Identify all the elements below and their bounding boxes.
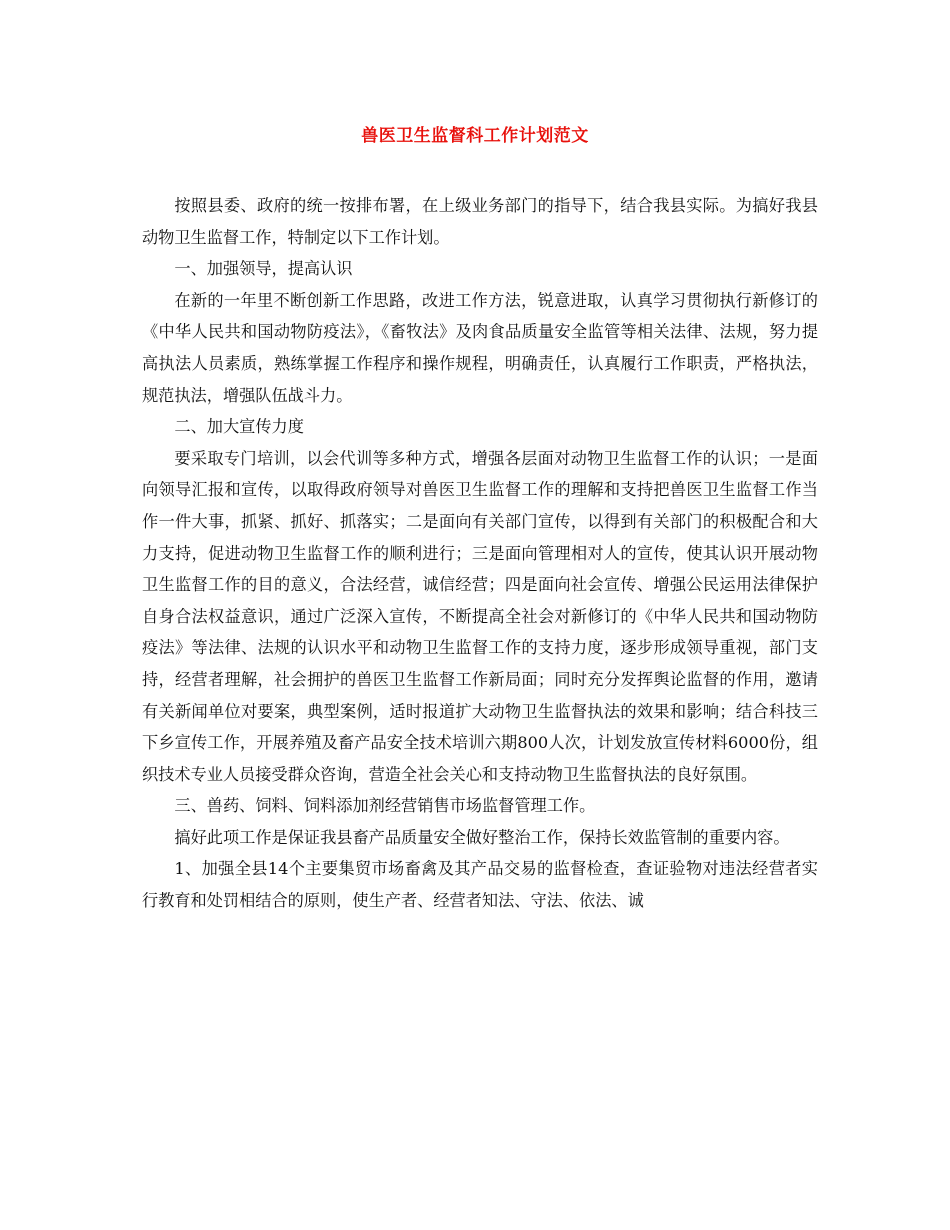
- paragraph-section-3: 搞好此项工作是保证我县畜产品质量安全做好整治工作，保持长效监管制的重要内容。: [174, 827, 790, 847]
- paragraph-section-2: 要采取专门培训，以会代训等多种方式，增强各层面对动物卫生监督工作的认识；一是面向领导汇报和宣传，以取得政府领导对兽医卫生监督工作的理解和支持把兽医卫生监督工作当作一件大事，抓紧、抓好、抓落实；二是面向有关部门宣传，以得到有关部门的积极配合和大力支持，促进动物卫生监督工作的顺利进行；三是面向管理相对人的宣传，使其认识开展动物卫生监督工作的目的意义，合法经营，诚信经营；四是面向社会宣传、增强公民运用法律保护自身合法权益意识，通过广泛深入宣传，不断提高全社会对新修订的《中华人民共和国动物防疫法》等法律、法规的认识水平和动物卫生监督工作的支持力度，逐步形成领导重视，部门支持，经营者理解，社会拥护的兽医卫生监督工作新局面；同时充分发挥舆论监督的作用，邀请有关新闻单位对要案，典型案例，适时报道扩大动物卫生监督执法的效果和影响；结合科技三下乡宣传工作，开展养殖及畜产品安全技术培训六期800人次，计划发放宣传材料6000份，组织技术专业人员接受群众咨询，营造全社会关心和支持动物卫生监督执法的良好氛围。: [142, 448, 818, 784]
- document-title: 兽医卫生监督科工作计划范文: [361, 126, 589, 146]
- section-heading-2: 二、加大宣传力度: [174, 417, 304, 437]
- paragraph-section-1: 在新的一年里不断创新工作思路，改进工作方法，锐意进取，认真学习贯彻执行新修订的《中华人民共和国动物防疫法》，《畜牧法》及肉食品质量安全监管等相关法律、法规，努力提高执法人员素质，熟练掌握工作程序和操作规程，明确责任，认真履行工作职责，严格执法，规范执法，增强队伍战斗力。: [142, 290, 818, 405]
- paragraph-intro: 按照县委、政府的统一按排布署，在上级业务部门的指导下，结合我县实际。为搞好我县动物卫生监督工作，特制定以下工作计划。: [142, 196, 818, 247]
- section-heading-3: 三、兽药、饲料、饲料添加剂经营销售市场监督管理工作。: [174, 796, 596, 816]
- paragraph-item-1: 1、加强全县14个主要集贸市场畜禽及其产品交易的监督检查，查证验物对违法经营者实行教育和处罚相结合的原则，使生产者、经营者知法、守法、依法、诚: [142, 859, 818, 911]
- section-heading-1: 一、加强领导，提高认识: [174, 259, 353, 279]
- document-body: [142, 190, 818, 917]
